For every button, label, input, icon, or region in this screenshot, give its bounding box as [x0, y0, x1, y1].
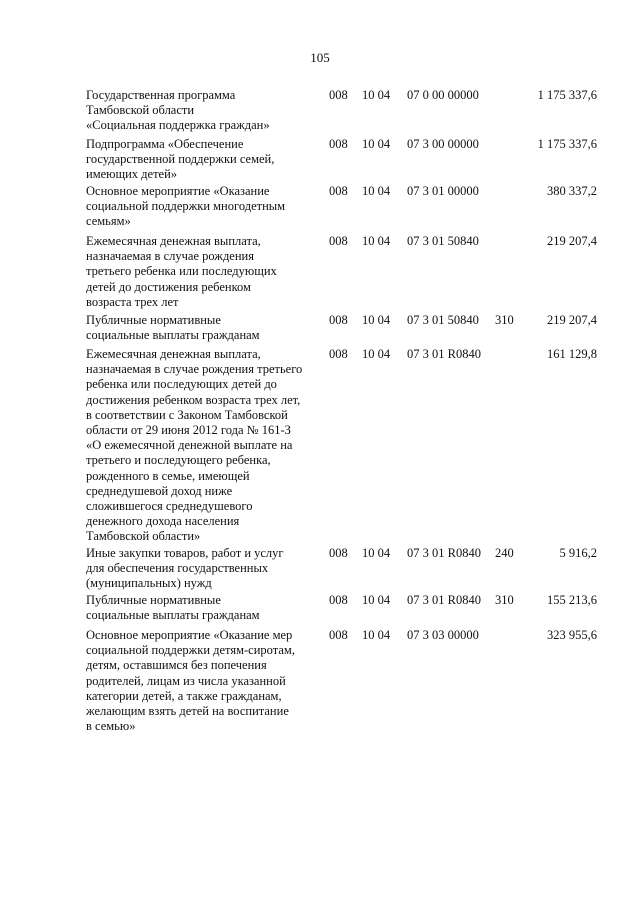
row-name: Публичные нормативные социальные выплаты гражданам	[86, 313, 260, 343]
row-prog: 07 3 03 00000	[407, 628, 479, 642]
row-rz: 10 04	[362, 593, 391, 607]
row-ved: 008	[329, 628, 348, 642]
row-ved: 008	[329, 137, 348, 151]
row-sum: 5 916,2	[559, 546, 597, 560]
row-rz: 10 04	[362, 313, 391, 327]
row-sum: 219 207,4	[547, 234, 597, 248]
row-prog: 07 3 00 00000	[407, 137, 479, 151]
row-ved: 008	[329, 234, 348, 248]
row-prog: 07 3 01 R0840	[407, 347, 481, 361]
row-rz: 10 04	[362, 628, 391, 642]
row-sum: 219 207,4	[547, 313, 597, 327]
row-name: Ежемесячная денежная выплата, назначаемая в случае рождения третьего ребенка или последующих детей до достижения ребенком возраста трех лет	[86, 234, 277, 309]
row-name: Основное мероприятие «Оказание мер социальной поддержки детям-сиротам, детям, оставшимся без попечения родителей, лицам из числа указанной категории детей, а также гражданам, желающим взять детей на воспитание в семью»	[86, 628, 295, 734]
row-sum: 155 213,6	[547, 593, 597, 607]
row-prog: 07 0 00 00000	[407, 88, 479, 102]
row-prog: 07 3 01 00000	[407, 184, 479, 198]
row-vr: 240	[495, 546, 514, 560]
row-rz: 10 04	[362, 88, 391, 102]
row-vr: 310	[495, 313, 514, 327]
row-vr: 310	[495, 593, 514, 607]
page-number: 105	[310, 50, 330, 65]
row-sum: 323 955,6	[547, 628, 597, 642]
row-rz: 10 04	[362, 546, 391, 560]
row-ved: 008	[329, 347, 348, 361]
row-name: Публичные нормативные социальные выплаты гражданам	[86, 593, 260, 623]
row-sum: 1 175 337,6	[537, 137, 597, 151]
row-rz: 10 04	[362, 184, 391, 198]
row-sum: 161 129,8	[547, 347, 597, 361]
row-rz: 10 04	[362, 234, 391, 248]
row-name: Основное мероприятие «Оказание социальной поддержки многодетным семьям»	[86, 184, 286, 229]
row-name: Иные закупки товаров, работ и услуг для обеспечения государственных (муниципальных) нужд	[86, 546, 284, 591]
row-sum: 1 175 337,6	[537, 88, 597, 102]
row-sum: 380 337,2	[547, 184, 597, 198]
row-prog: 07 3 01 R0840	[407, 593, 481, 607]
row-ved: 008	[329, 88, 348, 102]
row-prog: 07 3 01 50840	[407, 234, 479, 248]
row-ved: 008	[329, 313, 348, 327]
row-ved: 008	[329, 593, 348, 607]
row-ved: 008	[329, 546, 348, 560]
row-name: Государственная программа Тамбовской области «Социальная поддержка граждан»	[86, 88, 270, 133]
row-prog: 07 3 01 50840	[407, 313, 479, 327]
row-prog: 07 3 01 R0840	[407, 546, 481, 560]
row-ved: 008	[329, 184, 348, 198]
row-name: Ежемесячная денежная выплата, назначаемая в случае рождения третьего ребенка или последующих детей до достижения ребенком возраста трех лет, в соответствии с Законом Тамбовской области от 29 июня 2012 года № 161-З «О ежемесячной денежной выплате на третьего и последующего ребенка, рожденного в семье, имеющей среднедушевой доход ниже сложившегося среднедушевого денежного дохода населения Тамбовской области»	[86, 347, 303, 544]
row-name: Подпрограмма «Обеспечение государственной поддержки семей, имеющих детей»	[86, 137, 275, 182]
row-rz: 10 04	[362, 137, 391, 151]
row-rz: 10 04	[362, 347, 391, 361]
